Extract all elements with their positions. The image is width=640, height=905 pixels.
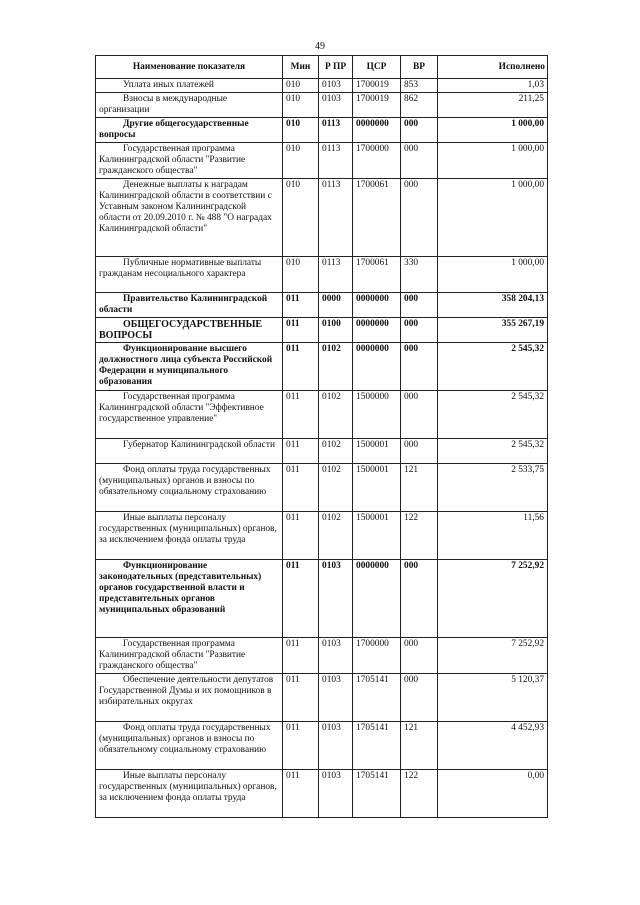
row-rpr: 0100: [319, 318, 353, 343]
row-rpr: 0103: [319, 770, 353, 818]
row-csr: 1705141: [353, 770, 401, 818]
row-csr: 1700019: [353, 93, 401, 118]
row-vr: 000: [401, 638, 438, 674]
table-row: [96, 79, 548, 93]
row-name: Другие общегосударственные вопросы: [96, 118, 283, 143]
row-min: 010: [283, 118, 319, 143]
row-vr: 000: [401, 391, 438, 439]
row-csr: 1700000: [353, 143, 401, 179]
row-min: 010: [283, 79, 319, 93]
row-min: 011: [283, 391, 319, 439]
row-min: 011: [283, 439, 319, 464]
row-min: 011: [283, 638, 319, 674]
row-name: Функционирование законодательных (представительных) органов государственной власти и представительных органов муниципальных образований: [96, 560, 283, 638]
row-csr: 1700000: [353, 638, 401, 674]
header-amount: Исполнено: [438, 56, 548, 79]
row-csr: 1705141: [353, 674, 401, 722]
row-min: 010: [283, 179, 319, 257]
row-name: Губернатор Калининградской области: [96, 439, 283, 464]
table-row: [96, 512, 548, 560]
row-min: 010: [283, 257, 319, 293]
row-vr: 000: [401, 143, 438, 179]
table-row: [96, 93, 548, 118]
row-amount: 2 545,32: [438, 343, 548, 391]
row-name: Государственная программа Калининградской области "Развитие гражданского общества": [96, 638, 283, 674]
row-rpr: 0102: [319, 464, 353, 512]
row-min: 011: [283, 293, 319, 318]
row-amount: 7 252,92: [438, 638, 548, 674]
row-min: 011: [283, 318, 319, 343]
row-amount: 1 000,00: [438, 118, 548, 143]
row-vr: 862: [401, 93, 438, 118]
row-name: Государственная программа Калининградской области "Эффективное государственное управление": [96, 391, 283, 439]
table-row: [96, 464, 548, 512]
row-name: Правительство Калининградской области: [96, 293, 283, 318]
row-csr: 0000000: [353, 118, 401, 143]
table-row: [96, 638, 548, 674]
row-vr: 000: [401, 293, 438, 318]
row-csr: 0000000: [353, 318, 401, 343]
budget-execution-table: [95, 55, 548, 818]
row-min: 011: [283, 770, 319, 818]
table-row: [96, 318, 548, 343]
row-min: 011: [283, 560, 319, 638]
row-name: Обеспечение деятельности депутатов Государственной Думы и их помощников в избирательных округах: [96, 674, 283, 722]
header-rpr: Р ПР: [319, 56, 353, 79]
row-amount: 11,56: [438, 512, 548, 560]
row-csr: 1700061: [353, 179, 401, 257]
row-name: Публичные нормативные выплаты гражданам несоциального характера: [96, 257, 283, 293]
row-vr: 000: [401, 318, 438, 343]
row-vr: 000: [401, 118, 438, 143]
row-vr: 330: [401, 257, 438, 293]
table-row: [96, 257, 548, 293]
row-min: 011: [283, 512, 319, 560]
row-vr: 853: [401, 79, 438, 93]
table-body: [96, 79, 548, 818]
row-min: 010: [283, 93, 319, 118]
row-rpr: 0103: [319, 722, 353, 770]
header-vr: ВР: [401, 56, 438, 79]
row-amount: 2 533,75: [438, 464, 548, 512]
row-vr: 000: [401, 674, 438, 722]
row-min: 011: [283, 674, 319, 722]
table-header-row: [96, 56, 548, 79]
row-csr: 1500000: [353, 391, 401, 439]
row-vr: 122: [401, 770, 438, 818]
row-name: Уплата иных платежей: [96, 79, 283, 93]
row-rpr: 0102: [319, 439, 353, 464]
row-amount: 0,00: [438, 770, 548, 818]
row-rpr: 0113: [319, 118, 353, 143]
row-amount: 1 000,00: [438, 257, 548, 293]
header-name: Наименование показателя: [96, 56, 283, 79]
table-row: [96, 674, 548, 722]
row-csr: 1705141: [353, 722, 401, 770]
row-csr: 1500001: [353, 512, 401, 560]
row-vr: 000: [401, 439, 438, 464]
row-rpr: 0102: [319, 343, 353, 391]
row-name: Денежные выплаты к наградам Калининградской области в соответствии с Уставным законом Калининградской области от 20.09.2010 г. № 488 "О наградах Калининградской области": [96, 179, 283, 257]
row-min: 010: [283, 143, 319, 179]
row-vr: 121: [401, 464, 438, 512]
table-row: [96, 770, 548, 818]
row-vr: 000: [401, 343, 438, 391]
row-amount: 1 000,00: [438, 143, 548, 179]
table-row: [96, 439, 548, 464]
row-amount: 1,03: [438, 79, 548, 93]
row-csr: 0000000: [353, 293, 401, 318]
header-min: Мин: [283, 56, 319, 79]
row-rpr: 0103: [319, 674, 353, 722]
row-name: Иные выплаты персоналу государственных (муниципальных) органов, за исключением фонда оплаты труда: [96, 770, 283, 818]
table-row: [96, 293, 548, 318]
row-rpr: 0102: [319, 391, 353, 439]
row-amount: 2 545,32: [438, 439, 548, 464]
row-amount: 5 120,37: [438, 674, 548, 722]
row-rpr: 0103: [319, 79, 353, 93]
row-rpr: 0113: [319, 179, 353, 257]
row-amount: 211,25: [438, 93, 548, 118]
page-number: 49: [315, 41, 325, 52]
row-min: 011: [283, 464, 319, 512]
table-row: [96, 391, 548, 439]
row-amount: 2 545,32: [438, 391, 548, 439]
row-amount: 1 000,00: [438, 179, 548, 257]
row-csr: 1500001: [353, 464, 401, 512]
row-rpr: 0000: [319, 293, 353, 318]
row-amount: 4 452,93: [438, 722, 548, 770]
row-rpr: 0103: [319, 560, 353, 638]
row-name: Фонд оплаты труда государственных (муниципальных) органов и взносы по обязательному социальному страхованию: [96, 464, 283, 512]
row-name: Государственная программа Калининградской области "Развитие гражданского общества": [96, 143, 283, 179]
row-name: Взносы в международные организации: [96, 93, 283, 118]
row-csr: 1500001: [353, 439, 401, 464]
row-rpr: 0102: [319, 512, 353, 560]
row-amount: 355 267,19: [438, 318, 548, 343]
row-name: ОБЩЕГОСУДАРСТВЕННЫЕ ВОПРОСЫ: [96, 318, 283, 343]
table-row: [96, 179, 548, 257]
row-amount: 7 252,92: [438, 560, 548, 638]
table-row: [96, 118, 548, 143]
row-rpr: 0103: [319, 93, 353, 118]
row-vr: 000: [401, 560, 438, 638]
row-rpr: 0113: [319, 143, 353, 179]
table-row: [96, 722, 548, 770]
row-csr: 0000000: [353, 560, 401, 638]
row-rpr: 0113: [319, 257, 353, 293]
header-csr: ЦСР: [353, 56, 401, 79]
row-amount: 358 204,13: [438, 293, 548, 318]
row-csr: 0000000: [353, 343, 401, 391]
row-vr: 121: [401, 722, 438, 770]
table-row: [96, 343, 548, 391]
row-rpr: 0103: [319, 638, 353, 674]
table-row: [96, 560, 548, 638]
row-vr: 122: [401, 512, 438, 560]
row-name: Функционирование высшего должностного лица субъекта Российской Федерации и муниципального образования: [96, 343, 283, 391]
row-min: 011: [283, 343, 319, 391]
row-name: Фонд оплаты труда государственных (муниципальных) органов и взносы по обязательному социальному страхованию: [96, 722, 283, 770]
row-vr: 000: [401, 179, 438, 257]
row-csr: 1700019: [353, 79, 401, 93]
row-csr: 1700061: [353, 257, 401, 293]
row-min: 011: [283, 722, 319, 770]
table-row: [96, 143, 548, 179]
row-name: Иные выплаты персоналу государственных (муниципальных) органов, за исключением фонда оплаты труда: [96, 512, 283, 560]
